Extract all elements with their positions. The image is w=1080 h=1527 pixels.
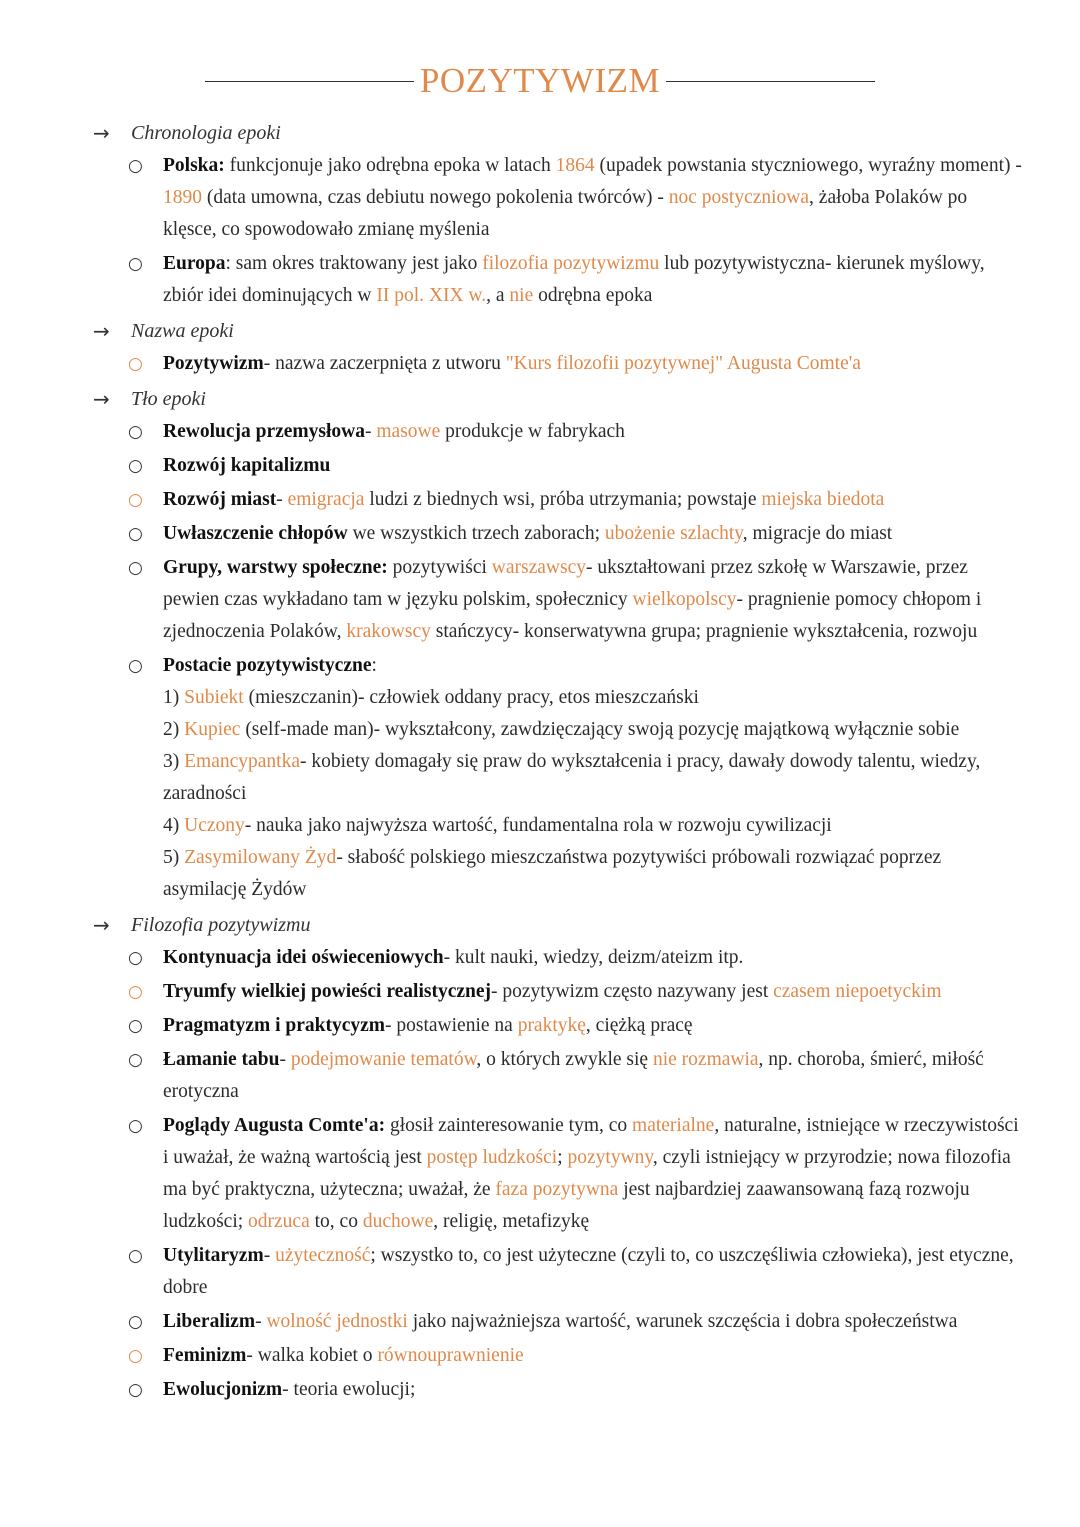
- text-run: (data umowna, czas debiutu nowego pokolenia twórców) -: [202, 187, 669, 208]
- item-text: [163, 1311, 957, 1332]
- bold-term: Tryumfy wielkiej powieści realistycznej: [163, 981, 491, 1002]
- highlight-text: Kupiec: [184, 719, 241, 740]
- text-run: ; wszystko to, co jest użyteczne (czyli to, co uszczęśliwia człowieka), jest etyczne, dobre: [163, 1245, 1014, 1298]
- text-run: jest najbardziej zaawansowaną fazą rozwoju ludzkości;: [163, 1179, 970, 1232]
- highlight-text: emigracja: [287, 489, 365, 510]
- list-item: [0, 976, 1080, 1008]
- text-run: - pozytywizm często nazywany jest: [491, 981, 774, 1002]
- highlight-text: Subiekt: [184, 687, 244, 708]
- text-run: , czyli istniejący w przyrodzie; nowa filozofia ma być praktyczna, użyteczna; uważał, że: [163, 1147, 1011, 1200]
- text-run: , a: [486, 285, 510, 306]
- bold-term: Rozwój kapitalizmu: [163, 455, 331, 476]
- circle-bullet-icon: ○: [128, 656, 143, 676]
- arrow-right-icon: →: [93, 319, 110, 343]
- bold-term: Rozwój miast: [163, 489, 277, 510]
- list-item: [0, 1374, 1080, 1406]
- circle-bullet-icon: ○: [128, 422, 143, 442]
- circle-bullet-icon: ○: [128, 1312, 143, 1332]
- highlight-text: pozytywny: [567, 1147, 653, 1168]
- highlight-text: podejmowanie tematów: [290, 1049, 477, 1070]
- text-run: -: [279, 1049, 291, 1070]
- circle-bullet-icon: ○: [128, 456, 143, 476]
- list-item: [0, 518, 1080, 550]
- highlight-text: warszawscy: [491, 557, 586, 578]
- highlight-text: 1890: [163, 187, 202, 208]
- section-heading-label: Tło epoki: [131, 388, 206, 410]
- highlight-text: Emancypantka: [184, 751, 300, 772]
- circle-bullet-icon: ○: [128, 982, 143, 1002]
- text-run: głosił zainteresowanie tym, co: [385, 1115, 633, 1136]
- item-text: [163, 523, 892, 544]
- section-heading-label: Nazwa epoki: [131, 320, 234, 342]
- circle-bullet-icon: ○: [128, 948, 143, 968]
- bold-term: Polska:: [163, 155, 225, 176]
- item-text: [163, 1049, 984, 1102]
- text-run: -: [263, 1245, 276, 1266]
- item-text: [163, 253, 985, 306]
- bold-term: Poglądy Augusta Comte'a:: [163, 1115, 386, 1136]
- circle-bullet-icon: ○: [128, 354, 143, 374]
- item-text: [163, 489, 884, 510]
- sub-item: [163, 714, 1022, 746]
- section: [0, 314, 1080, 382]
- text-run: to, co: [309, 1211, 363, 1232]
- section-heading-label: Chronologia epoki: [131, 122, 281, 144]
- text-run: -: [255, 1311, 267, 1332]
- bold-term: Grupy, warstwy społeczne:: [163, 557, 388, 578]
- highlight-text: Zasymilowany Żyd: [184, 847, 337, 868]
- highlight-text: Uczony: [184, 815, 245, 836]
- highlight-text: wielkopolscy: [632, 589, 737, 610]
- text-run: - walka kobiet o: [246, 1345, 378, 1366]
- bold-term: Utylitaryzm: [163, 1245, 264, 1266]
- text-run: we wszystkich trzech zaborach;: [347, 523, 605, 544]
- item-spacer: [0, 1406, 1080, 1408]
- circle-bullet-icon: ○: [128, 1116, 143, 1136]
- text-run: - kobiety domagały się praw do wykształcenia i pracy, dawały dowody talentu, wiedzy, zaradności: [163, 751, 981, 804]
- item-text: [163, 1015, 693, 1036]
- list-item: [0, 650, 1080, 906]
- text-run: produkcje w fabrykach: [440, 421, 625, 442]
- bold-term: Europa: [163, 253, 226, 274]
- section-heading: [0, 382, 1080, 416]
- item-text: [163, 557, 981, 642]
- item-text: [163, 1115, 1019, 1232]
- arrow-right-icon: →: [93, 913, 110, 937]
- list-item: [0, 1044, 1080, 1108]
- bold-term: Feminizm: [163, 1345, 247, 1366]
- text-run: 2): [163, 719, 185, 740]
- bold-term: Rewolucja przemysłowa: [163, 421, 365, 442]
- highlight-text: 1864: [555, 155, 595, 176]
- item-text: [163, 1245, 1014, 1298]
- list-item: [0, 248, 1080, 312]
- highlight-text: nie: [509, 285, 534, 306]
- circle-bullet-icon: ○: [128, 1380, 143, 1400]
- text-run: -: [276, 489, 288, 510]
- bold-term: Pozytywizm: [163, 353, 264, 374]
- text-run: - postawienie na: [385, 1015, 518, 1036]
- text-run: (upadek powstania styczniowego, wyraźny moment) -: [594, 155, 1022, 176]
- highlight-text: faza pozytywna: [495, 1179, 619, 1200]
- text-run: - kult nauki, wiedzy, deizm/ateizm itp.: [443, 947, 744, 968]
- list-item: [0, 450, 1080, 482]
- text-run: - pragnienie pomocy chłopom i zjednoczenia Polaków,: [163, 589, 982, 642]
- text-run: -: [365, 421, 377, 442]
- list-item: [0, 1340, 1080, 1372]
- bold-term: Pragmatyzm i praktycyzm: [163, 1015, 386, 1036]
- highlight-text: II pol. XIX w.: [376, 285, 487, 306]
- bullet-list: [0, 150, 1080, 314]
- text-run: pozytywiści: [387, 557, 492, 578]
- title-rule-left: [205, 81, 414, 82]
- highlight-text: miejska biedota: [761, 489, 885, 510]
- text-run: lub pozytywistyczna- kierunek myślowy, zbiór idei dominujących w: [163, 253, 985, 306]
- circle-bullet-icon: ○: [128, 558, 143, 578]
- section-heading: [0, 314, 1080, 348]
- list-item: [0, 1240, 1080, 1304]
- circle-bullet-icon: ○: [128, 156, 143, 176]
- text-run: - ukształtowani przez szkołę w Warszawie, przez pewien czas wykładano tam w języku polskim, społecznicy: [163, 557, 968, 610]
- text-run: stańczycy- konserwatywna grupa; pragnienie wykształcenia, rozwoju: [430, 621, 978, 642]
- bold-term: Kontynuacja idei oświeceniowych: [163, 947, 444, 968]
- text-run: :: [371, 655, 377, 676]
- item-text: [163, 947, 743, 968]
- section-heading-label: Filozofia pozytywizmu: [131, 914, 311, 936]
- sub-item: [163, 842, 1022, 906]
- highlight-text: nie rozmawia: [652, 1049, 759, 1070]
- section: [0, 908, 1080, 1408]
- item-text: [163, 1379, 415, 1400]
- item-text: [163, 155, 1022, 240]
- notes-content: [0, 116, 1080, 1408]
- item-text: [163, 981, 942, 1002]
- highlight-text: duchowe: [362, 1211, 434, 1232]
- highlight-text: odrzuca: [248, 1211, 310, 1232]
- arrow-right-icon: →: [93, 121, 110, 145]
- text-run: (mieszczanin)- człowiek oddany pracy, etos mieszczański: [243, 687, 699, 708]
- bold-term: Postacie pozytywistyczne: [163, 655, 372, 676]
- text-run: , ciężką pracę: [585, 1015, 693, 1036]
- text-run: , religię, metafizykę: [433, 1211, 590, 1232]
- bold-term: Uwłaszczenie chłopów: [163, 523, 348, 544]
- highlight-text: czasem niepoetyckim: [773, 981, 942, 1002]
- text-run: - nazwa zaczerpnięta z utworu: [263, 353, 506, 374]
- highlight-text: filozofia pozytywizmu: [482, 253, 660, 274]
- item-text: [163, 655, 377, 676]
- circle-bullet-icon: ○: [128, 1246, 143, 1266]
- bold-term: Łamanie tabu: [163, 1049, 280, 1070]
- text-run: - słabość polskiego mieszczaństwa pozytywiści próbowali rozwiązać poprzez asymilację Żydów: [163, 847, 942, 900]
- list-item: [0, 1010, 1080, 1042]
- highlight-text: ubożenie szlachty: [604, 523, 743, 544]
- title-rule-right: [666, 81, 875, 82]
- bold-term: Liberalizm: [163, 1311, 256, 1332]
- text-run: : sam okres traktowany jest jako: [225, 253, 483, 274]
- sub-item: [163, 746, 1022, 810]
- highlight-text: krakowscy: [346, 621, 431, 642]
- circle-bullet-icon: ○: [128, 1346, 143, 1366]
- text-run: , np. choroba, śmierć, miłość erotyczna: [163, 1049, 984, 1102]
- text-run: , żałoba Polaków po klęsce, co spowodowało zmianę myślenia: [163, 187, 968, 240]
- text-run: ludzi z biednych wsi, próba utrzymania; powstaje: [364, 489, 762, 510]
- list-item: [0, 348, 1080, 380]
- text-run: - teoria ewolucji;: [282, 1379, 416, 1400]
- highlight-text: postęp ludzkości: [426, 1147, 558, 1168]
- bold-term: Ewolucjonizm: [163, 1379, 283, 1400]
- section: [0, 382, 1080, 908]
- highlight-text: materialne: [632, 1115, 715, 1136]
- list-item: [0, 942, 1080, 974]
- item-text: [163, 455, 330, 476]
- text-run: odrębna epoka: [533, 285, 653, 306]
- text-run: 4): [163, 815, 185, 836]
- page-title: POZYTYWIZM: [419, 61, 661, 100]
- circle-bullet-icon: ○: [128, 254, 143, 274]
- bullet-list: [0, 348, 1080, 382]
- text-run: jako najważniejsza wartość, warunek szczęścia i dobra społeczeństwa: [407, 1311, 958, 1332]
- item-text: [163, 421, 625, 442]
- highlight-text: "Kurs filozofii pozytywnej" Augusta Comte'a: [505, 353, 861, 374]
- section: [0, 116, 1080, 314]
- text-run: , migracje do miast: [742, 523, 893, 544]
- list-item: [0, 416, 1080, 448]
- circle-bullet-icon: ○: [128, 524, 143, 544]
- text-run: , o których zwykle się: [476, 1049, 653, 1070]
- list-item: [0, 1110, 1080, 1238]
- text-run: funkcjonuje jako odrębna epoka w latach: [224, 155, 556, 176]
- item-text: [163, 1345, 524, 1366]
- item-text: [163, 353, 861, 374]
- circle-bullet-icon: ○: [128, 1016, 143, 1036]
- highlight-text: praktykę: [517, 1015, 586, 1036]
- text-run: - nauka jako najwyższa wartość, fundamentalna rola w rozwoju cywilizacji: [244, 815, 832, 836]
- section-heading: [0, 116, 1080, 150]
- text-run: 1): [163, 687, 185, 708]
- sub-item: [163, 682, 1022, 714]
- highlight-text: równouprawnienie: [377, 1345, 524, 1366]
- text-run: , naturalne, istniejące w rzeczywistości i uważał, że ważną wartością jest: [163, 1115, 1019, 1168]
- sub-item: [163, 810, 1022, 842]
- text-run: 3): [163, 751, 185, 772]
- highlight-text: użyteczność: [275, 1245, 371, 1266]
- circle-bullet-icon: ○: [128, 490, 143, 510]
- list-item: [0, 552, 1080, 648]
- bullet-list: [0, 942, 1080, 1408]
- highlight-text: noc postyczniowa: [668, 187, 810, 208]
- list-item: [0, 484, 1080, 516]
- highlight-text: masowe: [376, 421, 441, 442]
- arrow-right-icon: →: [93, 387, 110, 411]
- title-row: [205, 58, 875, 104]
- text-run: ;: [557, 1147, 568, 1168]
- bullet-list: [0, 416, 1080, 908]
- text-run: 5): [163, 847, 185, 868]
- list-item: [0, 150, 1080, 246]
- list-item: [0, 1306, 1080, 1338]
- text-run: (self-made man)- wykształcony, zawdzięczający swoją pozycję majątkową wyłącznie sobie: [240, 719, 960, 740]
- circle-bullet-icon: ○: [128, 1050, 143, 1070]
- section-heading: [0, 908, 1080, 942]
- highlight-text: wolność jednostki: [266, 1311, 408, 1332]
